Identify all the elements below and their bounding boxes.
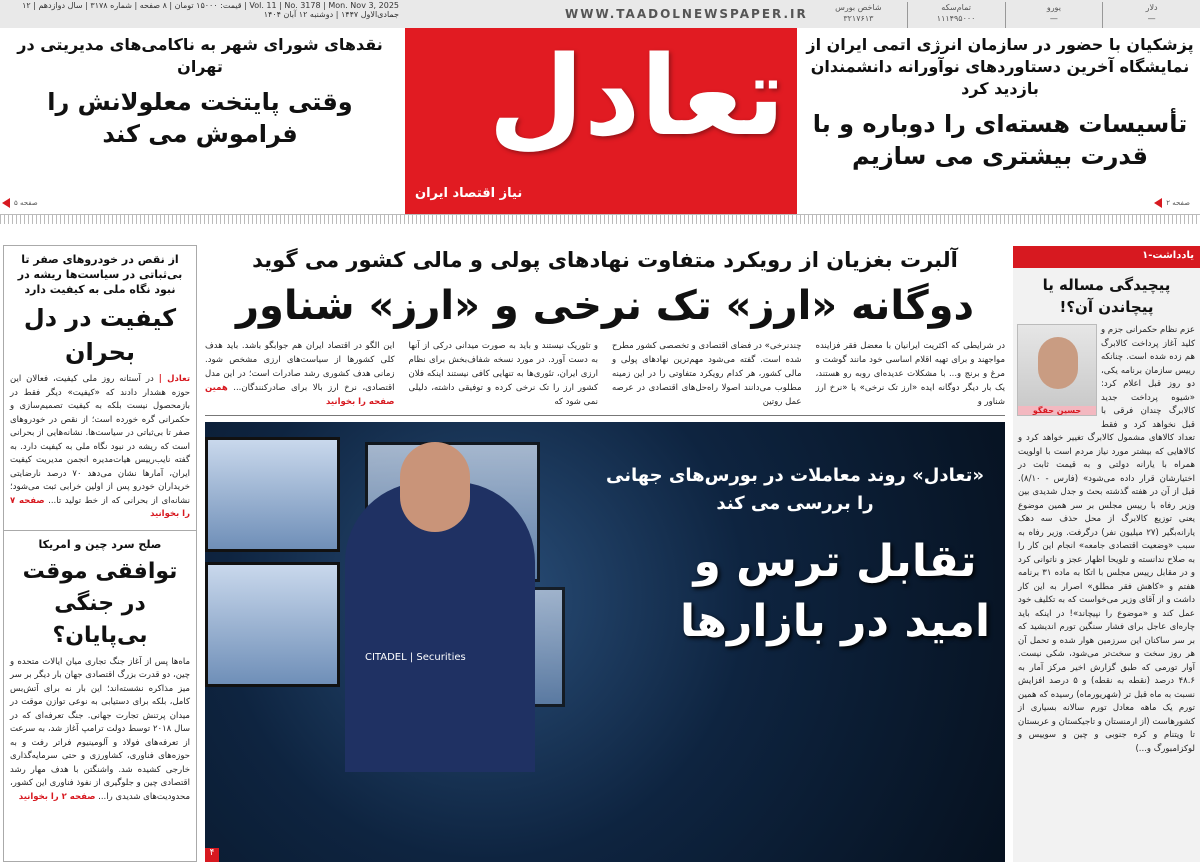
main-story: [205, 245, 1005, 862]
story-headline: کیفیت در دل بحران: [23, 304, 177, 366]
photo-headline: تقابل ترس و امید در بازارها: [679, 536, 991, 647]
story-column: و تئوریک نیستند و باید به صورت میدانی درکی از آنها به دست آورد. در مورد نسخه شفاف‌بخش برای نظام ارزی ایران، تئوری‌ها به تنهایی کافی نیستند اینکه فلان کشور ارز را تک نرخی کرده و توفیقی داشته، دلیلی نمی شود که: [408, 341, 598, 407]
teaser-left[interactable]: [5, 34, 395, 150]
story-text: در آستانه روز ملی کیفیت، فعالان این حوزه هشدار دادند که «کیفیت» دیگر فقط در بازمحصول نیست بلکه به کیفیت تصمیم‌سازی و حکمرانی گره خورده است؛ از نقص در خودروهای صفر تا بی‌ثباتی در سیاست‌ها. نشانه‌هایی از بحرانی است که ریشه در نبود نگاه ملی به کیفیت دارد. به گفته نایب‌رییس هیات‌مدیره انجمن مدیریت کیفیت ایران، آمارها نشان می‌دهد ۷۰ درصد نارضایتی خریداران خودرو پس از اولین خرابی ثبت می‌شود؛ نشانه‌ای از بحرانی که از خط تولید تا...: [10, 374, 191, 506]
monitor: [205, 437, 340, 552]
index-coin: [907, 2, 1005, 28]
read-more-link[interactable]: صفحه ۲ را بخوانید: [18, 791, 96, 802]
page-number: ۴: [205, 848, 219, 862]
main-kicker: آلبرت بغزیان از رویکرد متفاوت نهادهای پولی و مالی کشور می گوید: [252, 248, 958, 272]
divider: [4, 530, 196, 531]
index-value: —: [1147, 14, 1156, 23]
story-quality[interactable]: [10, 252, 190, 522]
teaser-kicker: نقدهای شورای شهر به ناکامی‌های مدیریتی در تهران: [17, 35, 383, 76]
note-label: یادداشت-۱: [1013, 246, 1200, 268]
note-title[interactable]: پیچیدگی مساله یا پیچاندن آن؟!: [1042, 276, 1171, 316]
note-body: عزم نظام حکمرانی جزم و کلید آغاز پرداخت کالابرگ هم زده شده است. چنانکه رییس سازمان برنامه یکی، دو روز قبل اعلام کرد: «شیوه پرداخت جدید کالابرگ چندان فرقی با قبل نخواهد کرد و فقط تعداد کالاهای مشمول کالابرگ تغییر خواهد کرد و کالاهایی که بیشتر مورد نیاز مردم است با اولویت همراه با یارانه دولتی و به قیمت ثابت در اختیارشان قرار داده می‌شود» (فارس - ۸/۱۰). قبل از آن در هفته گذشته بحث و جدل شدیدی بین وزیر رفاه با رییس مجلس بر سر همین موضوع یعنی توزیع کالابرگ از محل حذف سه دهک یارانه‌بگیر (۲۷ میلیون نفر) درگرفت. وزیر رفاه به سبب «وضعیت اقتصادی جامعه» انجام این کار را به صلاح ندانسته و تلویحا اظهار عجز و ناتوانی کرد و در مقابل رییس مجلس با اتکا به ماده ۳۱ برنامه هفتم و «کاهش فقر مطلق» اصرار به این کار داشت و از آقای وزیر می‌خواست که به تکلیف خود عمل کند و «موضوع را نپیچاند»! در اینکه باید چاره‌ای عاجل برای فشار سنگین تورم اندیشید که بر سر ساکنان این سرزمین هوار شده و تحمل آن هر روز سخت و سخت‌تر می‌شود، شکی نیست. آوار تورمی که طبق گزارش اخیر مرکز آمار به ۴۸.۶ درصد (نقطه به نقطه) و ۵ درصد افزایش نسبت به ماه قبل تر (شهریورماه) رسیده که همین تورم یک ماهه معادل تورم سالانه بسیاری از کشورهاست (از ارمنستان و تاجیکستان و عربستان تا ویتنام و کره جنوبی و چین و سوییس و لوکزامبورگ و...): [1018, 325, 1195, 754]
main-story-columns: [205, 339, 1005, 409]
market-indices: [810, 2, 1200, 28]
main-headline[interactable]: دوگانه «ارز» تک نرخی و «ارز» شناور: [235, 283, 974, 329]
divider: [205, 415, 1005, 416]
source-label: تعادل |: [158, 374, 191, 384]
index-dollar: [1102, 2, 1200, 28]
story-column: چندنرخی» در فضای اقتصادی و تخصصی کشور مطرح شده است. گفته می‌شود مهم‌ترین نهادهای پولی و مالی کشور، هر کدام رویکرد متفاوتی را در این زمینه مطلوب می‌دانند اصولا راه‌حل‌های اقتصادی در عرصه عمل روتین: [612, 341, 802, 407]
index-value: ۱۱۱۴۹۵۰۰۰: [936, 14, 976, 23]
page-ref-text: صفحه ۲: [1166, 199, 1190, 207]
read-more-link[interactable]: همین صفحه را بخوانید: [205, 383, 395, 407]
story-column: [205, 339, 395, 409]
photo-kicker: «تعادل» روند معاملات در بورس‌های جهانی را بررسی می کند: [606, 465, 984, 514]
teaser-headline: تأسیسات هسته‌ای را دوباره و با قدرت بیشتری می سازیم: [812, 110, 1188, 170]
story-body: [10, 656, 190, 805]
story-body: [10, 373, 190, 522]
teaser-kicker: پزشکیان با حضور در سازمان انرژی اتمی ایران از نمایشگاه آخرین دستاوردهای نوآورانه دانشمندان بازدید کرد: [806, 35, 1194, 98]
story-column: در شرایطی که اکثریت ایرانیان با معضل فقر فزاینده مواجهند و برای تهیه اقلام اساسی خود مانند گوشت و مرغ و برنج و... با مشکلات عدیده‌ای روبه رو هستند، یک بار دیگر دوگانه ایده «ارز تک نرخی» یا «نرخ ارز شناور و: [815, 341, 1005, 407]
index-value: ۳۲۱۷۶۱۳: [843, 14, 874, 23]
story-headline: توافقی موقت در جنگی بی‌پایان؟: [22, 558, 178, 648]
index-label: شاخص بورس: [835, 3, 882, 12]
index-euro: [1005, 2, 1103, 28]
ruler-divider: [0, 214, 1200, 224]
monitor: [205, 562, 340, 687]
page-ref-right[interactable]: [1080, 198, 1190, 208]
arrow-left-icon: [1154, 198, 1162, 208]
index-label: دلار: [1145, 3, 1158, 12]
page-ref-left[interactable]: [2, 198, 102, 208]
page-ref-text: صفحه ۵: [14, 199, 38, 207]
trader-head: [400, 442, 470, 532]
author-photo: [1017, 324, 1097, 416]
logo-wordmark: تعادل: [488, 32, 785, 160]
index-label: یورو: [1046, 3, 1061, 12]
author-face: [1038, 337, 1078, 389]
lead-photo[interactable]: [205, 422, 1005, 862]
arrow-left-icon: [2, 198, 10, 208]
teaser-right[interactable]: [805, 34, 1195, 172]
masthead-logo: [405, 28, 797, 214]
jacket-logo: CITADEL | Securities: [365, 652, 466, 663]
story-china-us[interactable]: [10, 537, 190, 805]
story-kicker: از نقص در خودروهای صفر تا بی‌ثباتی در سیاست‌ها ریشه در نبود نگاه ملی به کیفیت دارد: [17, 253, 183, 296]
teaser-headline: وقتی پایتخت معلولانش را فراموش می کند: [47, 88, 353, 148]
left-sidebar: [3, 245, 197, 862]
index-value: —: [1049, 14, 1058, 23]
story-text: ماه‌ها پس از آغاز جنگ تجاری میان ایالات متحده و چین، دو قدرت بزرگ اقتصادی جهان بار دیگر بر سر میز مذاکره نشسته‌اند؛ این بار نه برای آتش‌بس کامل، بلکه برای دستیابی به نوعی توازن موقت در میدان پرتنش تجارت جهانی. جنگ تعرفه‌ای که در سال ۲۰۱۸ توسط دولت ترامپ آغاز شد، به سرعت از تعرفه‌های فولاد و آلومینیوم فراتر رفت و به حوزه‌های فناوری، کشاورزی و حتی سرمایه‌گذاری خارجی کشیده شد. واشنگتن با هدف مهار رشد اقتصادی چین و جلوگیری از نفوذ فناوری این کشور، محدودیت‌های شدیدی را...: [10, 656, 190, 802]
read-more-link[interactable]: صفحه ۷ را بخوانید: [10, 495, 190, 519]
story-kicker: صلح سرد چین و امریکا: [38, 537, 162, 551]
website-url[interactable]: WWW.TAADOLNEWSPAPER.IR: [565, 7, 808, 21]
author-name: حسین حقگو: [1018, 406, 1096, 415]
right-sidebar-note: [1013, 246, 1200, 862]
edition-info: Vol. 11 | No. 3178 | Mon. Nov 3, 2025 | قیمت: ۱۵۰۰۰ تومان | ۸ صفحه | شماره ۳۱۷۸ | سال دوازدهم | ۱۲ جمادی‌الاول ۱۴۴۷ | دوشنبه ۱۲ آبان ۱۴۰۴: [22, 1, 399, 19]
index-label: تمام‌سکه: [941, 3, 971, 12]
story-text: این الگو در اقتصاد ایران هم جوابگو باشد. باید هدف کلی کشورها از سیاست‌های ارزی مشخص شود. زمانی هدف کشوری رشد صادرات است؛ در این مدل اقتصادی، نرخ ارز بالا برای صادرکنندگان...: [205, 341, 395, 393]
logo-tagline: نیاز اقتصاد ایران: [415, 186, 523, 201]
index-bourse: [810, 2, 907, 28]
